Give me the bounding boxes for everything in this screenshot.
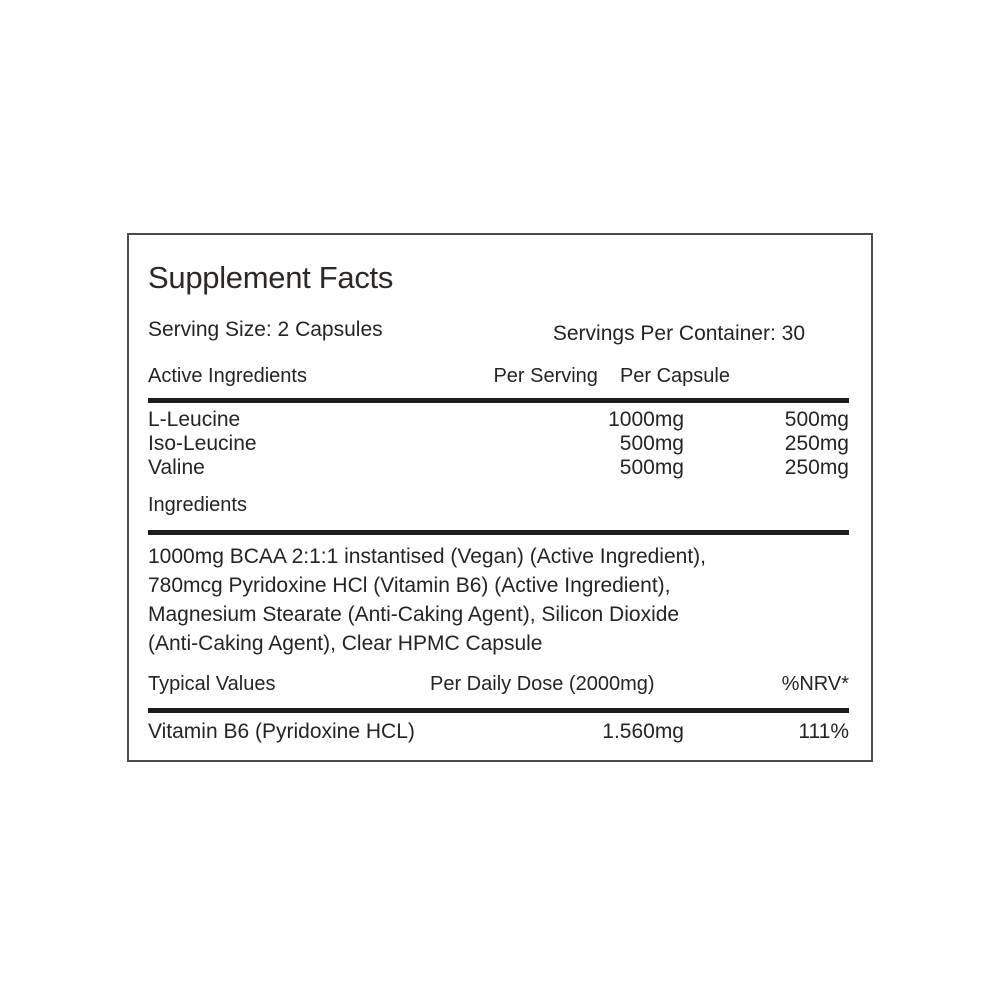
ingredient-name: Iso-Leucine	[148, 432, 257, 455]
active-ingredients-heading: Active Ingredients	[148, 365, 307, 387]
ingredients-line: 1000mg BCAA 2:1:1 instantised (Vegan) (Active Ingredient),	[148, 545, 706, 568]
ingredient-name: L-Leucine	[148, 408, 241, 431]
serving-info-row	[148, 317, 849, 343]
ingredients-heading: Ingredients	[148, 494, 247, 516]
table-row	[148, 408, 849, 432]
nutrient-name: Vitamin B6 (Pyridoxine HCL)	[148, 720, 415, 743]
per-capsule-column-header: Per Capsule	[619, 365, 730, 387]
table-row	[148, 432, 849, 456]
nrv-column-header: %NRV*	[781, 673, 849, 695]
table-row	[148, 719, 849, 745]
active-ingredients-table	[148, 408, 849, 480]
per-serving-value: 500mg	[619, 456, 684, 479]
active-ingredients-header-row	[148, 363, 849, 389]
per-capsule-value: 250mg	[784, 456, 849, 479]
per-serving-column-header: Per Serving	[493, 365, 598, 387]
ingredient-name: Valine	[148, 456, 205, 479]
servings-per-container-label: Servings Per Container: 30	[552, 322, 805, 345]
per-capsule-value: 250mg	[784, 432, 849, 455]
nrv-value: 111%	[798, 720, 849, 743]
per-capsule-value: 500mg	[784, 408, 849, 431]
divider-bar	[148, 530, 849, 535]
typical-values-header-row	[148, 671, 849, 697]
divider-bar	[148, 708, 849, 713]
ingredients-line: Magnesium Stearate (Anti-Caking Agent), Silicon Dioxide	[148, 603, 680, 626]
ingredients-paragraph	[148, 542, 849, 658]
typical-values-heading: Typical Values	[148, 673, 276, 695]
serving-size-label: Serving Size: 2 Capsules	[148, 318, 383, 341]
per-serving-value: 500mg	[619, 432, 684, 455]
divider-bar	[148, 398, 849, 403]
per-daily-dose-column-header: Per Daily Dose (2000mg)	[430, 673, 655, 695]
daily-dose-value: 1.560mg	[602, 720, 684, 743]
per-serving-value: 1000mg	[608, 408, 684, 431]
panel-title: Supplement Facts	[148, 260, 394, 295]
table-row	[148, 456, 849, 480]
ingredients-line: 780mcg Pyridoxine HCl (Vitamin B6) (Active Ingredient),	[148, 574, 671, 597]
supplement-facts-panel	[127, 233, 873, 762]
ingredients-line: (Anti-Caking Agent), Clear HPMC Capsule	[148, 632, 543, 655]
